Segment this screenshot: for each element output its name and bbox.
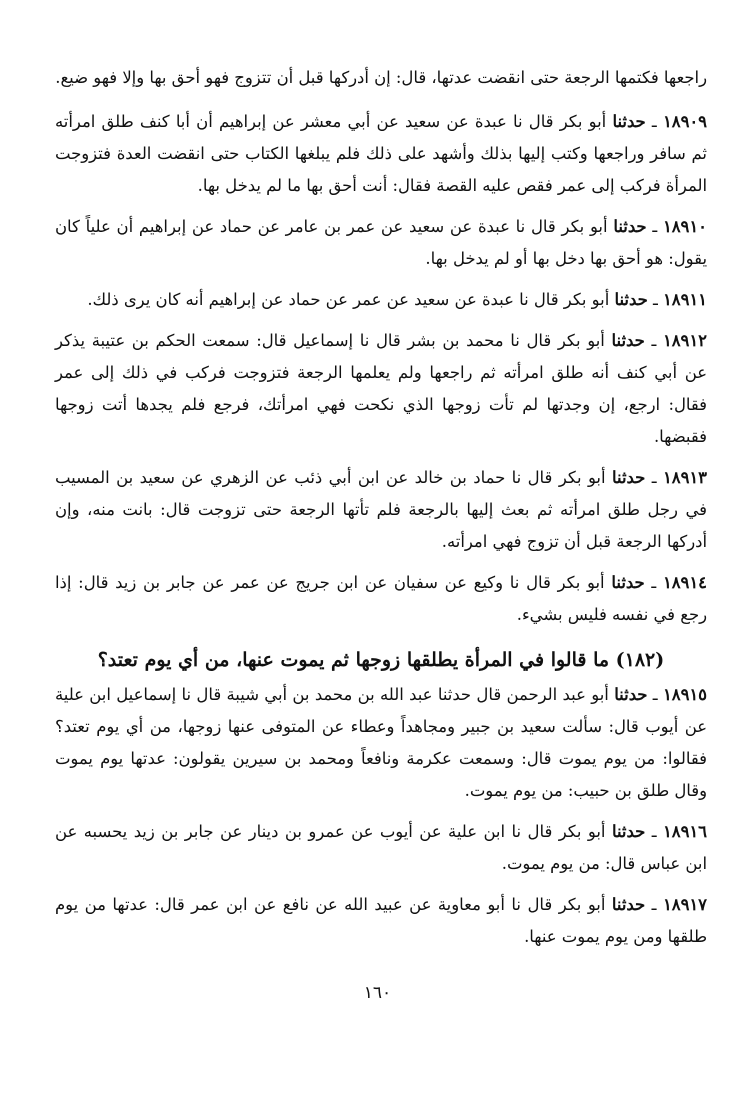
entry-number: ١٨٩١٤ <box>662 573 707 592</box>
entry-text: أبو بكر قال نا ابن علية عن أيوب عن عمرو بن دينار عن جابر بن زيد يحسبه عن ابن عباس قال: من يوم يموت. <box>55 822 707 873</box>
entry-text: أبو بكر قال نا عبدة عن سعيد عن عمر بن عامر عن حماد عن إبراهيم أن علياً كان يقول: هو أحق بها دخل بها أو لم يدخل بها. <box>55 217 707 268</box>
hadith-entry: ١٨٩١٢ ـ حدثنا أبو بكر قال نا محمد بن بشر قال نا إسماعيل قال: سمعت الحكم بن عتيبة يذكر عن أبي كنف أنه طلق امرأته ثم راجعها ولم يعلمها الرجعة فتزوجت فركب في ذلك إلى عمر فقال: ارجع، إن وجدتها لم تأت زوجها الذي نكحت فهي امرأتك، فرجع فلم يجدها أتت زوجها فقبضها. <box>55 331 707 446</box>
entry-number: ١٨٩١٦ <box>662 822 707 841</box>
entry-text: أبو بكر قال نا أبو معاوية عن عبيد الله عن نافع عن ابن عمر قال: عدتها من يوم طلقها ومن يوم يموت عنها. <box>55 895 707 946</box>
page-number: ١٦٠ <box>363 983 392 1003</box>
hadith-entry: ١٨٩١٧ ـ حدثنا أبو بكر قال نا أبو معاوية عن عبيد الله عن نافع عن ابن عمر قال: عدتها من يوم طلقها ومن يوم يموت عنها. <box>55 895 707 946</box>
chapter-heading: (١٨٢) ما قالوا في المرأة يطلقها زوجها ثم يموت عنها، من أي يوم تعتد؟ <box>97 649 665 671</box>
entry-lead: حدثنا <box>612 468 646 487</box>
entry-lead: حدثنا <box>611 573 645 592</box>
entry-text: أبو بكر قال نا عبدة عن سعيد عن عمر عن حماد عن إبراهيم أنه كان يرى ذلك. <box>87 290 610 309</box>
entry-number: ١٨٩١١ <box>662 290 707 309</box>
entry-number: ١٨٩١٢ <box>662 331 707 350</box>
entry-text: أبو بكر قال نا حماد بن خالد عن ابن أبي ذئب عن الزهري عن سعيد بن المسيب في رجل طلق امرأته ثم بعث إليها بالرجعة فلم تأتها الرجعة حتى تزوجت قال: بانت منه، وإن أدركها الرجعة قبل أن تزوج فهي امرأته. <box>55 468 707 551</box>
entry-lead: حدثنا <box>613 217 647 236</box>
hadith-entry: ١٨٩١٦ ـ حدثنا أبو بكر قال نا ابن علية عن أيوب عن عمرو بن دينار عن جابر بن زيد يحسبه عن ابن عباس قال: من يوم يموت. <box>55 822 707 873</box>
entry-text: أبو بكر قال نا وكيع عن سفيان عن ابن جريج عن عمر عن جابر بن زيد قال: إذا رجع في نفسه فليس بشيء. <box>55 573 707 624</box>
entry-lead: حدثنا <box>611 331 645 350</box>
entry-number: ١٨٩١٣ <box>662 468 707 487</box>
entry-text: أبو بكر قال نا عبدة عن سعيد عن أبي معشر عن إبراهيم أن أبا كنف طلق امرأته ثم سافر وراجعها وكتب إليها بذلك وأشهد على ذلك فلم يبلغها الكتاب حتى انقضت العدة فتزوجت المرأة فركب إلى عمر فقص عليه القصة فقال: أنت أحق بها ما لم يدخل بها. <box>55 112 707 195</box>
entry-lead: حدثنا <box>614 685 648 704</box>
page-body <box>55 62 707 962</box>
hadith-entry: ١٨٩١١ ـ حدثنا أبو بكر قال نا عبدة عن سعيد عن عمر عن حماد عن إبراهيم أنه كان يرى ذلك. <box>87 290 707 309</box>
continuation-paragraph: راجعها فكتمها الرجعة حتى انقضت عدتها، قال: إن أدركها قبل أن تتزوج فهو أحق بها وإلا فهو ضيع. <box>55 68 707 87</box>
hadith-entry: ١٨٩١٥ ـ حدثنا أبو عبد الرحمن قال حدثنا عبد الله بن محمد بن أبي شيبة قال نا إسماعيل ابن علية عن أيوب قال: سألت سعيد بن جبير ومجاهداً وعطاء عن المتوفى عنها زوجها، من أي يوم تعتد؟ فقالوا: من يوم يموت قال: وسمعت عكرمة ونافعاً ومحمد بن سيرين يقولون: عدتها يوم يموت وقال طلق بن حبيب: من يوم يموت. <box>55 685 707 800</box>
entries-group-a <box>55 106 707 631</box>
entry-number: ١٨٩١٠ <box>662 217 707 236</box>
entry-text: أبو عبد الرحمن قال حدثنا عبد الله بن محمد بن أبي شيبة قال نا إسماعيل ابن علية عن أيوب قال: سألت سعيد بن جبير ومجاهداً وعطاء عن المتوفى عنها زوجها، من أي يوم تعتد؟ فقالوا: من يوم يموت قال: وسمعت عكرمة ونافعاً ومحمد بن سيرين يقولون: عدتها يوم يموت وقال طلق بن حبيب: من يوم يموت. <box>55 685 707 800</box>
hadith-entry: ١٨٩١٣ ـ حدثنا أبو بكر قال نا حماد بن خالد عن ابن أبي ذئب عن الزهري عن سعيد بن المسيب في رجل طلق امرأته ثم بعث إليها بالرجعة فلم تأتها الرجعة حتى تزوجت قال: بانت منه، وإن أدركها الرجعة قبل أن تزوج فهي امرأته. <box>55 468 707 551</box>
entry-lead: حدثنا <box>614 290 648 309</box>
entries-group-b <box>55 679 707 953</box>
entry-number: ١٨٩١٥ <box>662 685 707 704</box>
hadith-entry: ١٨٩١٤ ـ حدثنا أبو بكر قال نا وكيع عن سفيان عن ابن جريج عن عمر عن جابر بن زيد قال: إذا رجع في نفسه فليس بشيء. <box>55 573 707 624</box>
entry-lead: حدثنا <box>612 112 646 131</box>
entry-lead: حدثنا <box>611 822 646 841</box>
entry-number: ١٨٩١٧ <box>662 895 707 914</box>
hadith-entry: ١٨٩١٠ ـ حدثنا أبو بكر قال نا عبدة عن سعيد عن عمر بن عامر عن حماد عن إبراهيم أن علياً كان يقول: هو أحق بها دخل بها أو لم يدخل بها. <box>55 217 707 268</box>
entry-lead: حدثنا <box>611 895 646 914</box>
entry-number: ١٨٩٠٩ <box>662 112 707 131</box>
hadith-entry: ١٨٩٠٩ ـ حدثنا أبو بكر قال نا عبدة عن سعيد عن أبي معشر عن إبراهيم أن أبا كنف طلق امرأته ثم سافر وراجعها وكتب إليها بذلك وأشهد على ذلك فلم يبلغها الكتاب حتى انقضت العدة فتزوجت المرأة فركب إلى عمر فقص عليه القصة فقال: أنت أحق بها ما لم يدخل بها. <box>55 112 707 195</box>
entry-text: أبو بكر قال نا محمد بن بشر قال نا إسماعيل قال: سمعت الحكم بن عتيبة يذكر عن أبي كنف أنه طلق امرأته ثم راجعها ولم يعلمها الرجعة فتزوجت فركب في ذلك إلى عمر فقال: ارجع، إن وجدتها لم تأت زوجها الذي نكحت فهي امرأتك، فرجع فلم يجدها أتت زوجها فقبضها. <box>55 331 707 446</box>
